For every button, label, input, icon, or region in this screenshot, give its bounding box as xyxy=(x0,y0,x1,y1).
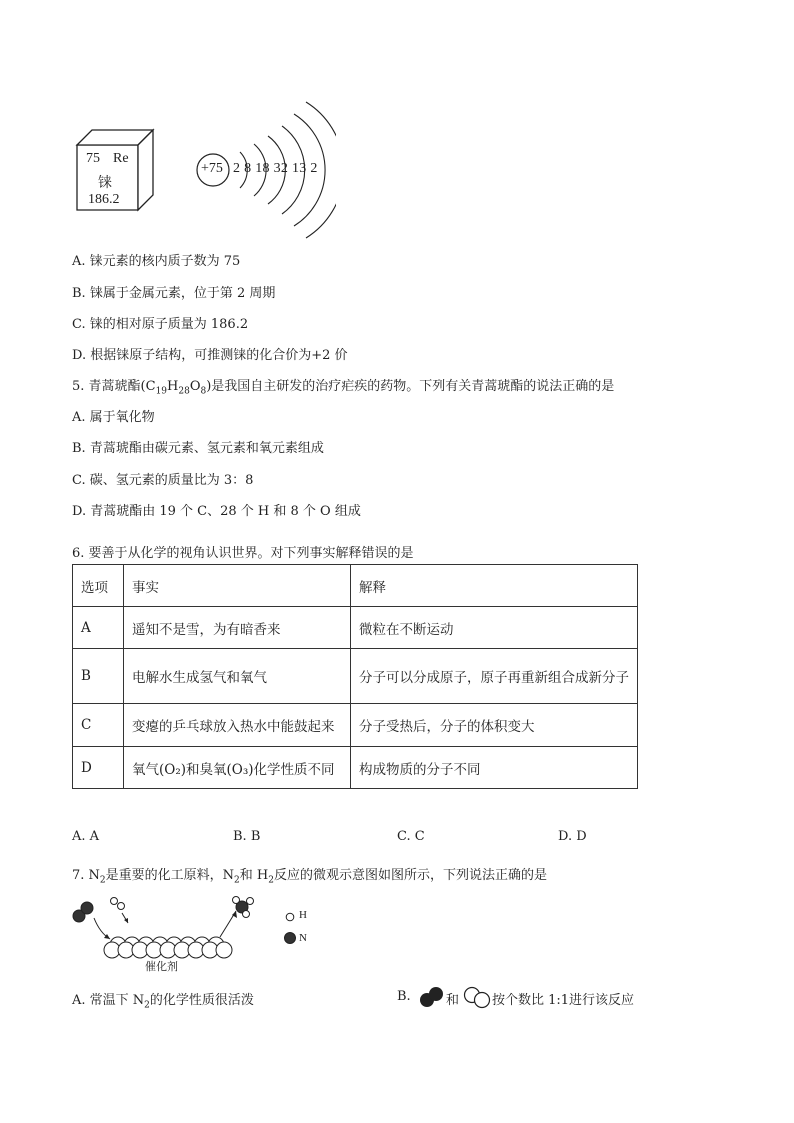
table-row xyxy=(73,704,638,747)
legend-n-icon xyxy=(283,931,297,945)
table-row xyxy=(73,607,638,649)
row-explain: 分子可以分成原子，原子再重新组合成新分子 xyxy=(351,649,638,704)
row-explain: 分子受热后，分子的体积变大 xyxy=(351,704,638,747)
electron-shells: 2 8 18 32 13 2 xyxy=(233,161,318,176)
catalyst-label: 催化剂 xyxy=(145,960,178,973)
q7-option-a: A. 常温下 $N_2$的化学性质很活泼 xyxy=(72,993,254,1011)
row-option: B xyxy=(73,649,124,704)
element-mass: 186.2 xyxy=(88,192,120,207)
h2-molecule-icon xyxy=(462,985,492,1009)
row-option: A xyxy=(73,607,124,649)
q7-stem: 7. $N_2$是重要的化工原料，$N_2$和 $H_2$反应的微观示意图如图所示，下列说法正确的是 xyxy=(72,868,548,886)
table-row xyxy=(73,747,638,789)
element-symbol: Re xyxy=(113,151,129,166)
row-fact: 氧气(O₂)和臭氧(O₃)化学性质不同 xyxy=(124,747,351,789)
row-explain: 微粒在不断运动 xyxy=(351,607,638,649)
h-atom xyxy=(118,903,125,910)
q4-option-d: D. 根据铼原子结构，可推测铼的化合价为+2 价 xyxy=(72,348,348,363)
h-atom xyxy=(111,898,118,905)
h-atom xyxy=(247,898,254,905)
q7-option-b-text: 按个数比 1:1进行该反应 xyxy=(492,993,635,1008)
q4-option-a: A. 铼元素的核内质子数为 75 xyxy=(72,254,241,269)
q7-option-b-and: 和 xyxy=(446,993,460,1008)
table-row xyxy=(73,649,638,704)
row-explain: 构成物质的分子不同 xyxy=(351,747,638,789)
n-atom xyxy=(81,902,93,914)
h-atom xyxy=(233,897,240,904)
header-option: 选项 xyxy=(73,565,124,607)
row-fact: 遥知不是雪，为有暗香来 xyxy=(124,607,351,649)
q5-option-d: D. 青蒿琥酯由 19 个 C、28 个 H 和 8 个 O 组成 xyxy=(72,504,361,519)
row-option: C xyxy=(73,704,124,747)
h-atom xyxy=(243,911,250,918)
legend-h-icon xyxy=(284,911,296,923)
q6-stem: 6. 要善于从化学的视角认识世界。对下列事实解释错误的是 xyxy=(72,546,414,561)
row-fact: 电解水生成氢气和氧气 xyxy=(124,649,351,704)
q7-option-b-prefix: B. xyxy=(397,989,411,1004)
header-fact: 事实 xyxy=(124,565,351,607)
q4-option-c: C. 铼的相对原子质量为 186.2 xyxy=(72,317,249,332)
element-card xyxy=(70,125,170,215)
q6-answer-d: D. D xyxy=(558,829,587,844)
row-fact: 变瘪的乒乓球放入热水中能鼓起来 xyxy=(124,704,351,747)
catalyst-surface xyxy=(104,937,232,958)
q6-table xyxy=(72,564,638,789)
q4-option-b: B. 铼属于金属元素，位于第 2 周期 xyxy=(72,286,276,301)
nucleus-charge: +75 xyxy=(201,161,223,176)
q6-answer-a: A. A xyxy=(72,829,100,844)
q5-option-c: C. 碳、氢元素的质量比为 3：8 xyxy=(72,473,254,488)
n2-molecule-icon xyxy=(418,985,446,1009)
element-number: 75 xyxy=(86,151,100,166)
legend-n-label: N xyxy=(299,932,307,944)
q5-option-b: B. 青蒿琥酯由碳元素、氢元素和氧元素组成 xyxy=(72,441,324,456)
header-explain: 解释 xyxy=(351,565,638,607)
q6-answer-c: C. C xyxy=(397,829,425,844)
table-header-row xyxy=(73,565,638,607)
q5-option-a: A. 属于氧化物 xyxy=(72,410,155,425)
legend-h-label: H xyxy=(299,909,307,921)
q6-answer-b: B. B xyxy=(233,829,261,844)
element-name: 铼 xyxy=(98,175,112,191)
row-option: D xyxy=(73,747,124,789)
q5-stem: 5. 青蒿琥酯$(C_{19}H_{28}O_8)$是我国自主研发的治疗疟疾的药物。下列有关青蒿琥酯的说法正确的是 xyxy=(72,379,615,397)
